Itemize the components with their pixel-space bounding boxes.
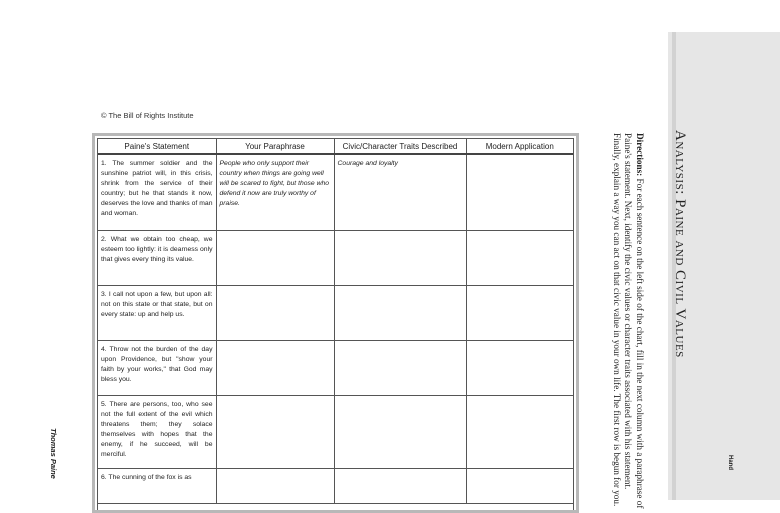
header-paines-statement: Paine's Statement <box>98 139 216 154</box>
application-cell[interactable] <box>466 231 573 286</box>
header-modern-application: Modern Application <box>466 139 573 154</box>
traits-cell[interactable]: Courage and loyalty <box>334 154 466 231</box>
statement-cell: 6. The cunning of the fox is as <box>98 469 216 504</box>
header-your-paraphrase: Your Paraphrase <box>216 139 334 154</box>
paraphrase-cell[interactable] <box>216 341 334 396</box>
directions-label: Directions: <box>635 133 645 177</box>
paraphrase-cell[interactable] <box>216 286 334 341</box>
directions-block <box>611 133 646 513</box>
traits-cell[interactable] <box>334 286 466 341</box>
table-row <box>98 154 573 231</box>
statement-cell: 2. What we obtain too cheap, we esteem too lightly: it is dearness only that gives every thing its value. <box>98 231 216 286</box>
statement-cell: 5. There are persons, too, who see not the full extent of the evil which threatens them; they solace themselves with hopes that the enemy, if he succeed, will be merciful. <box>98 396 216 469</box>
paraphrase-cell[interactable] <box>216 396 334 469</box>
paraphrase-cell[interactable] <box>216 469 334 504</box>
table-header-row <box>98 139 573 154</box>
traits-cell[interactable] <box>334 231 466 286</box>
analysis-table-frame <box>92 133 579 513</box>
traits-cell[interactable] <box>334 341 466 396</box>
paraphrase-cell[interactable] <box>216 231 334 286</box>
analysis-table <box>98 139 573 504</box>
table-row <box>98 396 573 469</box>
paraphrase-cell[interactable]: People who only support their country when things are going well will be scared to fight, but those who defend it now are truly worthy of praise. <box>216 154 334 231</box>
table-row <box>98 469 573 504</box>
statement-cell: 3. I call not upon a few, but upon all: not on this state or that state, but on every state: up and help us. <box>98 286 216 341</box>
side-caption: Thomas Paine <box>49 428 58 479</box>
statement-cell: 1. The summer soldier and the sunshine patriot will, in this crisis, shrink from the service of their country; but he that stands it now, deserves the love and thanks of man and woman. <box>98 154 216 231</box>
table-row <box>98 231 573 286</box>
application-cell[interactable] <box>466 286 573 341</box>
table-row <box>98 286 573 341</box>
application-cell[interactable] <box>466 469 573 504</box>
copyright-line: © The Bill of Rights Institute <box>101 111 194 120</box>
traits-cell[interactable] <box>334 469 466 504</box>
page-title-text: Analysis: Paine and Civil Values <box>672 130 688 358</box>
application-cell[interactable] <box>466 341 573 396</box>
handout-label: Hand <box>727 455 733 470</box>
header-civic-traits: Civic/Character Traits Described <box>334 139 466 154</box>
application-cell[interactable] <box>466 154 573 231</box>
traits-cell[interactable] <box>334 396 466 469</box>
directions-text: For each sentence on the left side of the chart, fill in the next column with a paraphrase of Paine's statement. Next, identify the civic values or character traits associated with his statement. Finally, explain a way you can act on that civic value in your own life. The first row is begun for you. <box>612 133 645 509</box>
analysis-table-border <box>97 138 574 510</box>
application-cell[interactable] <box>466 396 573 469</box>
statement-cell: 4. Throw not the burden of the day upon Providence, but "show your faith by your works," that God may bless you. <box>98 341 216 396</box>
table-row <box>98 341 573 396</box>
page-title <box>671 130 688 358</box>
